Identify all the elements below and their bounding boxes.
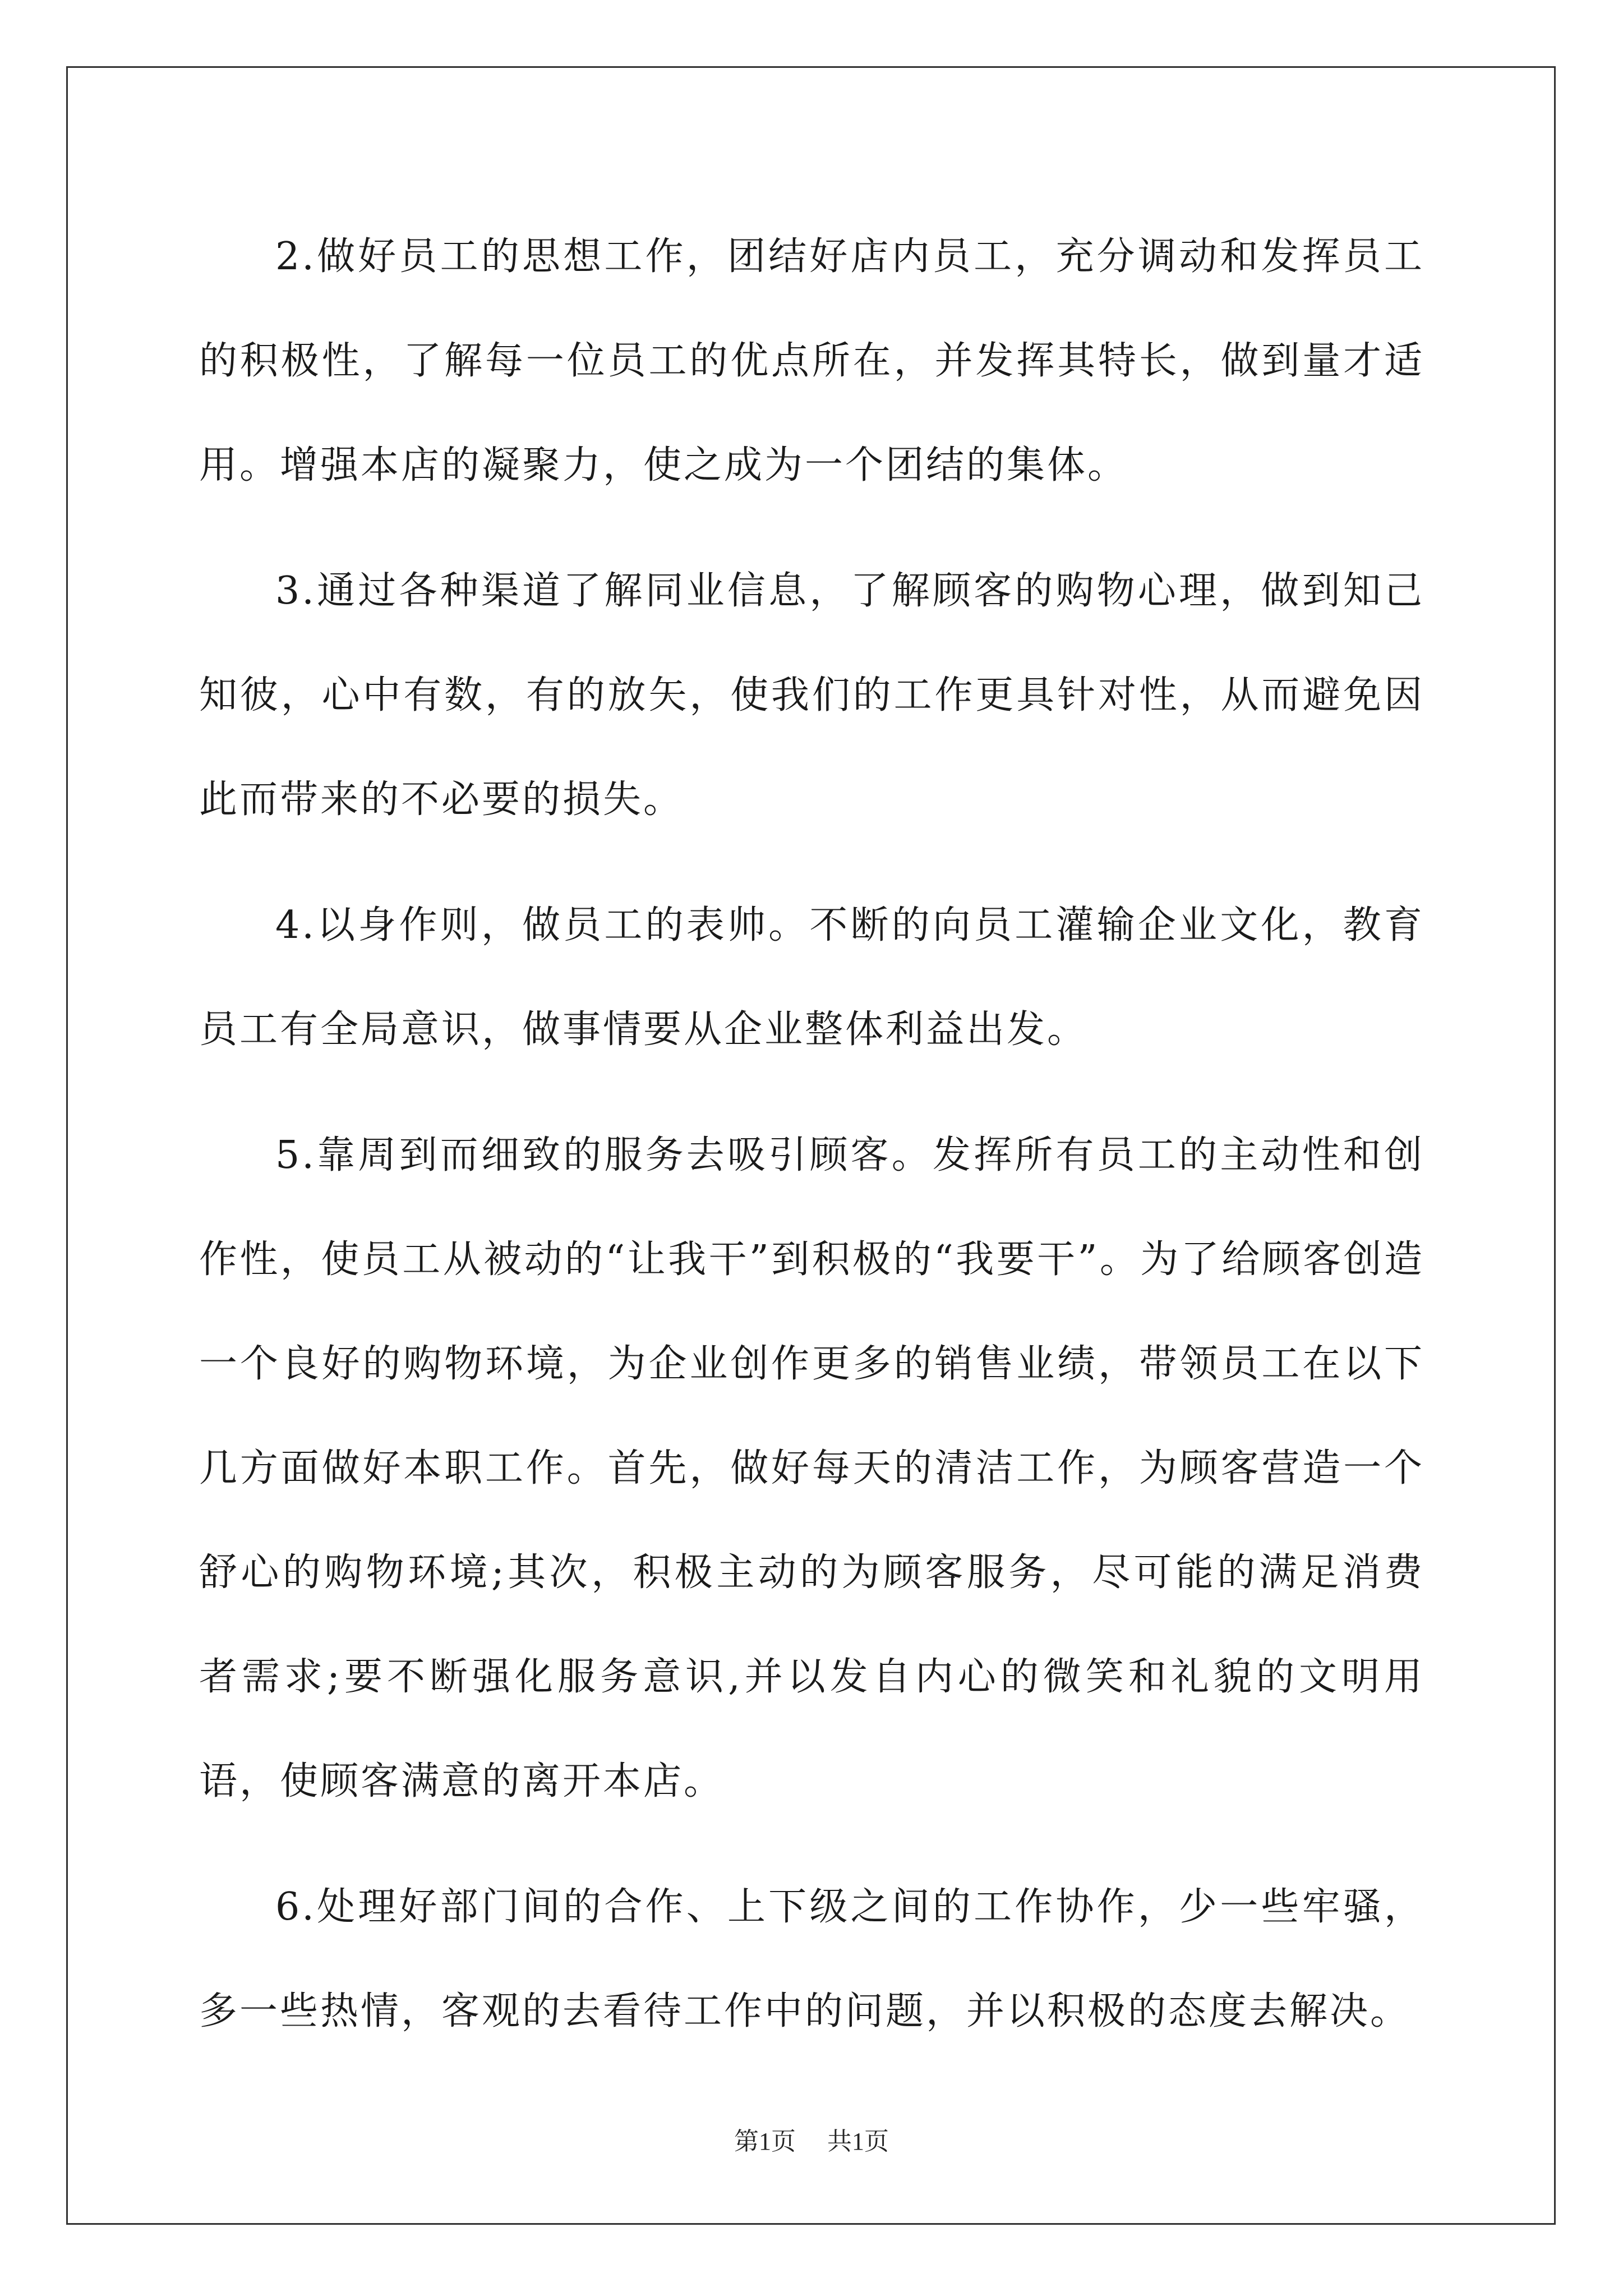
paragraph-item-6: 6.处理好部门间的合作、上下级之间的工作协作，少一些牢骚，多一些热情，客观的去看待工作中的问题，并以积极的态度去解决。	[199, 1885, 1424, 2033]
paragraph-item-3: 3.通过各种渠道了解同业信息，了解顾客的购物心理，做到知己知彼，心中有数，有的放矢，使我们的工作更具针对性，从而避免因此而带来的不必要的损失。	[199, 569, 1424, 822]
page-number-total: 共1页	[827, 2128, 889, 2155]
document-body	[199, 205, 1424, 2085]
paragraph-item-4: 4.以身作则，做员工的表帅。不断的向员工灌输企业文化，教育员工有全局意识，做事情要从企业整体利益出发。	[199, 903, 1424, 1052]
page-number-current: 第1页	[734, 2128, 796, 2155]
paragraph-item-5: 5.靠周到而细致的服务去吸引顾客。发挥所有员工的主动性和创作性，使员工从被动的“让我干”到积极的“我要干”。为了给顾客创造一个良好的购物环境，为企业创作更多的销售业绩，带领员工在以下几方面做好本职工作。首先，做好每天的清洁工作，为顾客营造一个舒心的购物环境;其次，积极主动的为顾客服务，尽可能的满足消费者需求;要不断强化服务意识,并以发自内心的微笑和礼貌的文明用语，使顾客满意的离开本店。	[199, 1133, 1424, 1803]
page-footer	[0, 2125, 1623, 2159]
paragraph-item-2: 2.做好员工的思想工作，团结好店内员工，充分调动和发挥员工的积极性，了解每一位员工的优点所在，并发挥其特长，做到量才适用。增强本店的凝聚力，使之成为一个团结的集体。	[199, 234, 1424, 487]
